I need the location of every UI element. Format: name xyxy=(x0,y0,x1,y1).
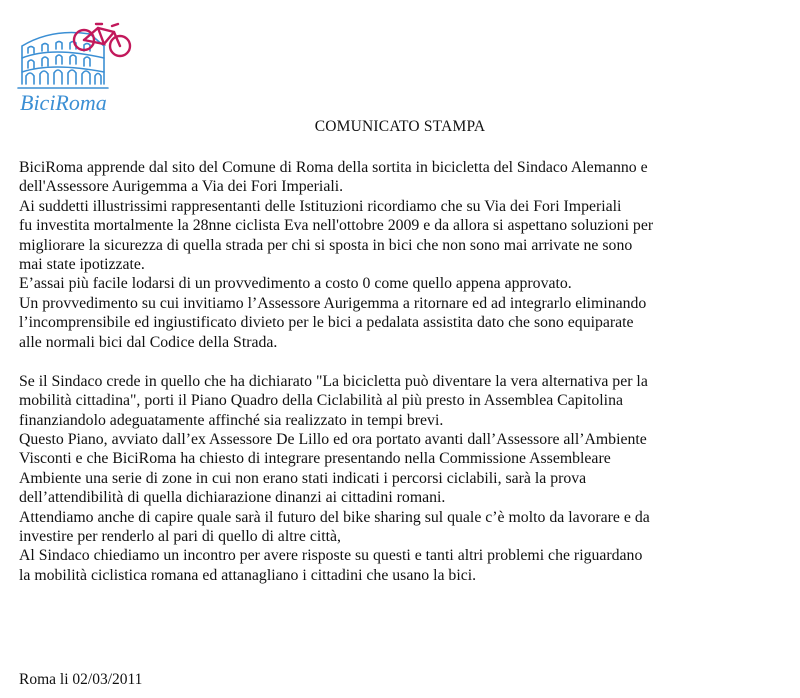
text-line: mobilità cittadina", porti il Piano Quadro della Ciclabilità al più presto in Assemblea Capitolina xyxy=(19,392,623,410)
logo-text: BiciRoma xyxy=(20,90,107,115)
text-line: la mobilità ciclistica romana ed attanagliano i cittadini che usano la bici. xyxy=(19,566,477,584)
text-line: migliorare la sicurezza di quella strada per chi si sposta in bici che non sono mai arrivate ne sono xyxy=(19,236,633,254)
text-line: investire per renderlo al pari di quello di altre città, xyxy=(19,528,341,546)
text-line: dell’attendibilità di quella dichiarazione dinanzi ai cittadini romani. xyxy=(19,489,446,507)
colosseum-bicycle-icon xyxy=(12,6,140,118)
paragraph-1 xyxy=(19,158,799,352)
text-line: Visconti e che BiciRoma ha chiesto di integrare presentando nella Commissione Assembleare xyxy=(19,450,611,468)
text-line: Questo Piano, avviato dall’ex Assessore De Lillo ed ora portato avanti dall’Assessore all’Ambiente xyxy=(19,431,647,449)
text-line: Ai suddetti illustrissimi rappresentanti delle Istituzioni ricordiamo che su Via dei Fori Imperiali xyxy=(19,197,622,215)
text-line: finanziandolo adeguatamente affinché sia realizzato in tempi brevi. xyxy=(19,411,444,429)
paragraph-gap xyxy=(19,352,799,372)
text-line: Attendiamo anche di capire quale sarà il futuro del bike sharing sul quale c’è molto da lavorare e da xyxy=(19,508,650,526)
text-line: Un provvedimento su cui invitiamo l’Assessore Aurigemma a ritornare ed ad integrarlo eliminando xyxy=(19,294,647,312)
text-line: Al Sindaco chiediamo un incontro per avere risposte su questi e tanti altri problemi che riguardano xyxy=(19,547,643,565)
text-line: alle normali bici dal Codice della Strada. xyxy=(19,333,278,351)
paragraph-2 xyxy=(19,372,799,585)
text-line: Ambiente una serie di zone in cui non erano stati indicati i percorsi ciclabili, sarà la prova xyxy=(19,469,587,487)
biciroma-logo xyxy=(12,6,140,118)
text-line: Se il Sindaco crede in quello che ha dichiarato "La bicicletta può diventare la vera alternativa per la xyxy=(19,372,648,390)
text-line: dell'Assessore Aurigemma a Via dei Fori Imperiali. xyxy=(19,178,344,196)
page-title: COMUNICATO STAMPA xyxy=(314,118,486,135)
text-line: l’incomprensibile ed ingiustificato divieto per le bici a pedalata assistita dato che sono equiparate xyxy=(19,314,634,332)
press-release-body xyxy=(19,158,799,585)
text-line: BiciRoma apprende dal sito del Comune di Roma della sortita in bicicletta del Sindaco Alemanno e xyxy=(19,159,648,176)
text-line: fu investita mortalmente la 28nne ciclista Eva nell'ottobre 2009 e da allora si aspettano soluzioni per xyxy=(19,217,654,235)
text-line: mai state ipotizzate. xyxy=(19,255,145,273)
text-line: E’assai più facile lodarsi di un provvedimento a costo 0 come quello appena approvato. xyxy=(19,275,572,293)
date-signoff: Roma li 02/03/2011 xyxy=(19,671,143,688)
